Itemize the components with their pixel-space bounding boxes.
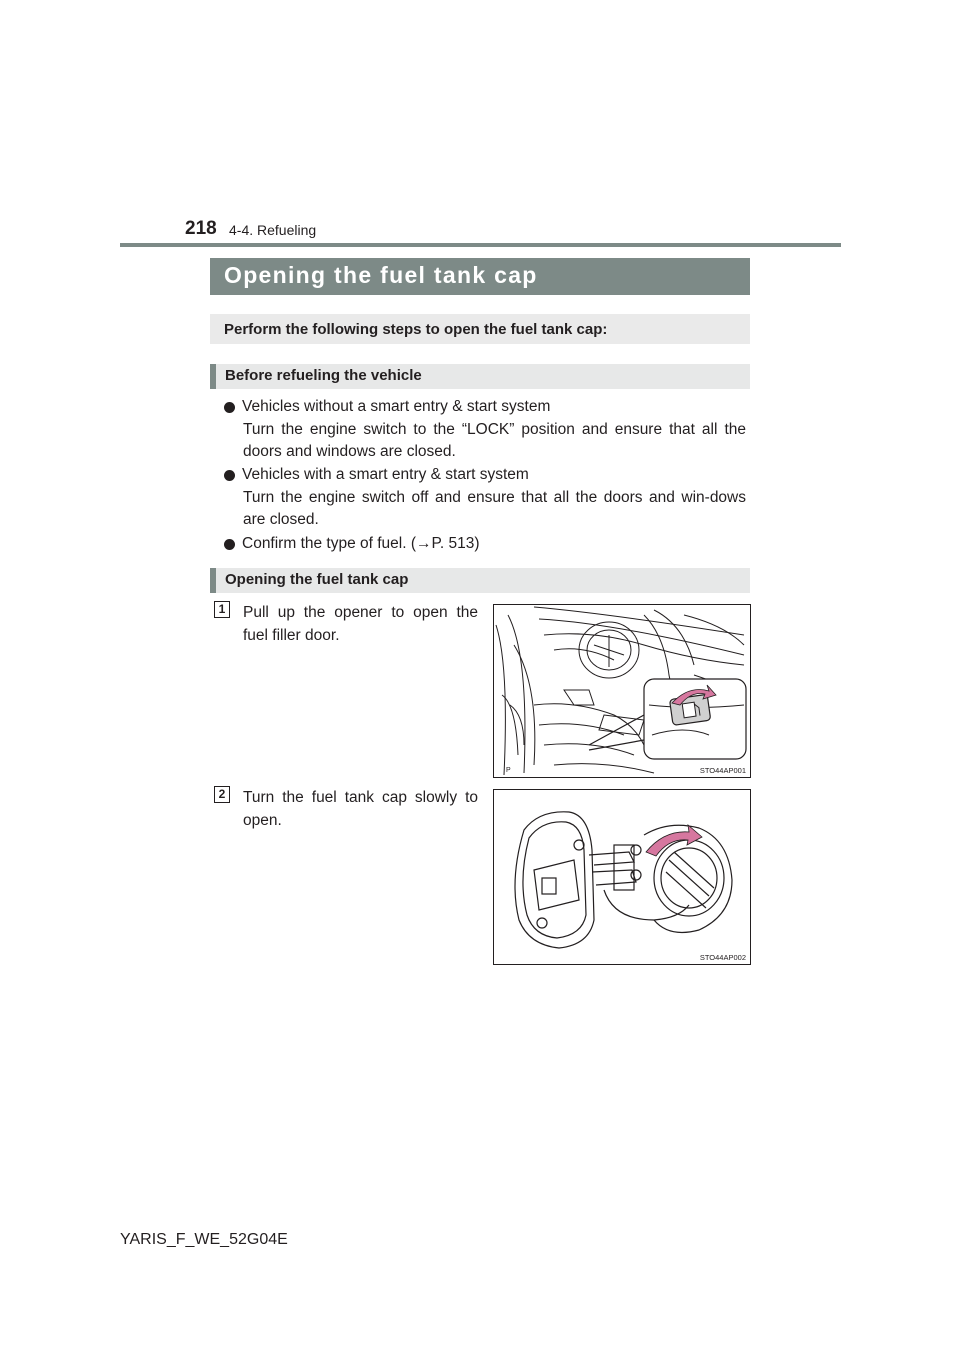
bullet-title: Vehicles without a smart entry & start system xyxy=(242,398,551,415)
figure-fuel-cap-turn xyxy=(493,789,751,965)
bullet-title: Confirm the type of fuel. (→P. 513) xyxy=(242,535,480,552)
page-title: Opening the fuel tank cap xyxy=(224,262,538,288)
page-number: 218 xyxy=(185,218,217,239)
step-instruction: Pull up the opener to open the fuel filler door. xyxy=(243,604,478,644)
fuel-cap-illustration xyxy=(494,790,750,964)
svg-text:P: P xyxy=(506,767,511,774)
opening-cap-heading xyxy=(210,568,750,593)
step-number-badge: 1 xyxy=(214,601,230,618)
bullet-body: Turn the engine switch off and ensure that all the doors and win-dows are closed. xyxy=(243,488,746,528)
step-instruction: Turn the fuel tank cap slowly to open. xyxy=(243,789,478,829)
bullet-icon xyxy=(224,470,235,481)
figure-code: STO44AP001 xyxy=(699,766,746,775)
header-divider xyxy=(120,243,841,247)
step-number-badge: 2 xyxy=(214,786,230,803)
bullet-icon xyxy=(224,402,235,413)
section-breadcrumb: 4-4. Refueling xyxy=(229,222,317,238)
bullet-icon xyxy=(224,539,235,550)
car-interior-illustration xyxy=(494,605,750,777)
figure-code: STO44AP002 xyxy=(699,953,746,962)
bullet-item xyxy=(224,464,750,532)
intro-text: Perform the following steps to open the fuel tank cap: xyxy=(224,321,608,338)
intro-box xyxy=(210,314,750,344)
bullet-item xyxy=(224,533,750,556)
figure-fuel-door-opener xyxy=(493,604,751,778)
heading-accent-bar xyxy=(210,568,216,593)
page-title-bar xyxy=(210,258,750,295)
document-code: YARIS_F_WE_52G04E xyxy=(120,1231,288,1248)
bullet-body: Turn the engine switch to the “LOCK” position and ensure that all the doors and windows are closed. xyxy=(243,420,746,460)
bullet-item xyxy=(224,396,750,464)
heading-accent-bar xyxy=(210,364,216,389)
opening-cap-heading-text: Opening the fuel tank cap xyxy=(225,571,409,588)
before-refueling-heading-text: Before refueling the vehicle xyxy=(225,367,422,384)
before-refueling-heading xyxy=(210,364,750,389)
bullet-title: Vehicles with a smart entry & start system xyxy=(242,466,529,483)
